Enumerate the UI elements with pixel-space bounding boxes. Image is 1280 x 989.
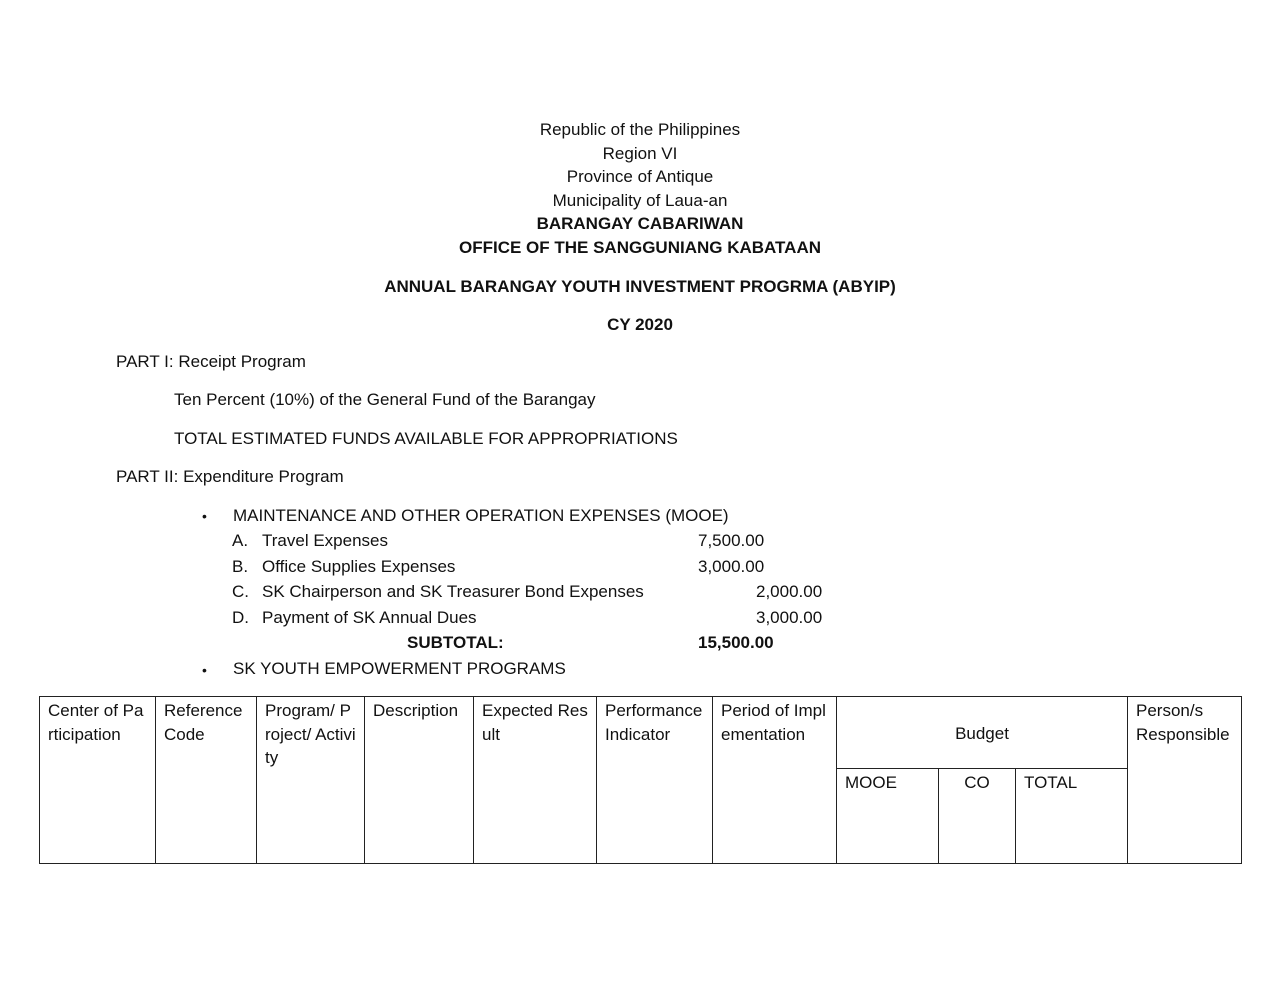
budget-mooe-cell: MOOE — [837, 769, 939, 864]
bullet-icon: • — [202, 508, 207, 524]
mooe-item-letter: A. — [232, 531, 249, 550]
mooe-item-label: SK Chairperson and SK Treasurer Bond Expenses — [262, 582, 644, 601]
mooe-item-label: Travel Expenses — [262, 531, 388, 550]
province-line: Province of Antique — [566, 167, 714, 186]
region-line: Region VI — [602, 143, 678, 163]
part1-heading: PART I: Receipt Program — [116, 352, 306, 371]
budget-co-cell: CO — [939, 769, 1016, 864]
header-persons-responsible: Person/s Responsible — [1128, 697, 1242, 864]
mooe-item-letter: B. — [232, 557, 249, 576]
part2-heading: PART II: Expenditure Program — [116, 467, 344, 486]
barangay-line: BARANGAY CABARIWAN — [536, 214, 744, 233]
header-program-project-activity: Program/ Project/ Activity — [257, 697, 365, 864]
mooe-item-amount: 7,500.00 — [698, 531, 765, 550]
mooe-heading: MAINTENANCE AND OTHER OPERATION EXPENSES (MOOE) — [233, 506, 729, 525]
table-header-row — [40, 697, 1242, 769]
mooe-item-label: Office Supplies Expenses — [262, 557, 456, 576]
mooe-item-label: Payment of SK Annual Dues — [262, 608, 477, 627]
header-reference-code: Reference Code — [156, 697, 257, 864]
mooe-item-amount: 2,000.00 — [756, 582, 823, 601]
budget-total-cell: TOTAL — [1016, 769, 1128, 864]
bullet-icon: • — [202, 662, 207, 678]
youth-programs-heading: SK YOUTH EMPOWERMENT PROGRAMS — [233, 659, 566, 678]
mooe-item-letter: C. — [232, 582, 249, 601]
subtotal-label: SUBTOTAL: — [407, 633, 504, 652]
header-center-of-participation: Center of Participation — [40, 697, 156, 864]
document-title: ANNUAL BARANGAY YOUTH INVESTMENT PROGRMA (ABYIP) — [384, 277, 896, 296]
abyip-table — [39, 696, 1242, 864]
mooe-item-amount: 3,000.00 — [756, 608, 823, 627]
municipality-line: Municipality of Laua-an — [552, 190, 728, 210]
subtotal-amount: 15,500.00 — [698, 633, 774, 652]
office-line: OFFICE OF THE SANGGUNIANG KABATAAN — [458, 237, 822, 257]
header-performance-indicator: Performance Indicator — [597, 697, 713, 864]
header-block — [0, 118, 1280, 259]
republic-line: Republic of the Philippines — [539, 120, 741, 139]
header-budget: Budget — [837, 697, 1128, 769]
header-period-of-implementation: Period of Implementation — [713, 697, 837, 864]
document-year: CY 2020 — [607, 315, 673, 334]
part1-total-funds: TOTAL ESTIMATED FUNDS AVAILABLE FOR APPROPRIATIONS — [174, 429, 678, 448]
header-description: Description — [365, 697, 474, 864]
mooe-item-amount: 3,000.00 — [698, 557, 765, 576]
part1-general-fund: Ten Percent (10%) of the General Fund of the Barangay — [174, 390, 596, 409]
header-expected-result: Expected Result — [474, 697, 597, 864]
mooe-item-letter: D. — [232, 608, 249, 627]
